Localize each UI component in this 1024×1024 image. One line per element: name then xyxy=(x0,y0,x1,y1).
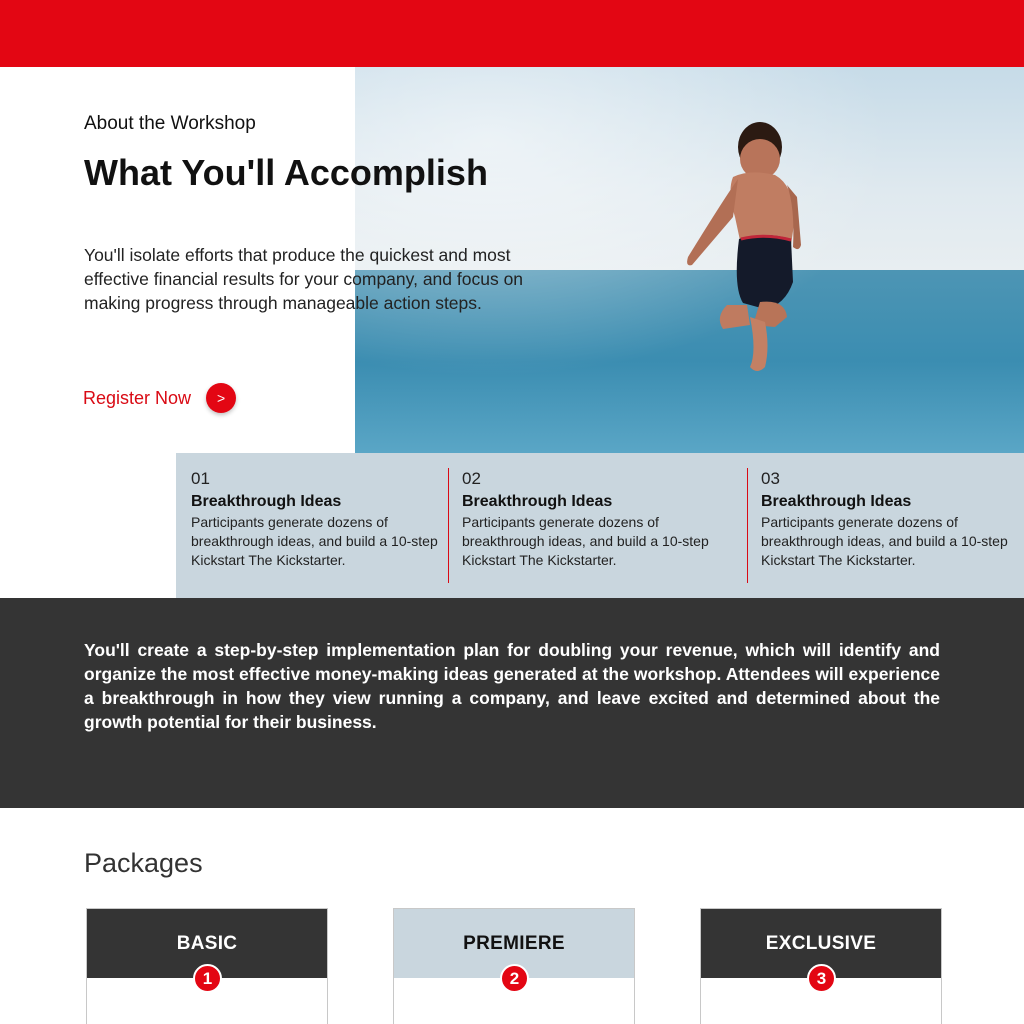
features-panel xyxy=(176,453,1024,598)
feature-title: Breakthrough Ideas xyxy=(462,493,613,510)
packages-heading: Packages xyxy=(84,848,203,878)
feature-number: 02 xyxy=(462,469,481,488)
package-card-basic[interactable] xyxy=(86,908,328,1024)
register-now-label[interactable]: Register Now xyxy=(83,387,192,408)
section-eyebrow: About the Workshop xyxy=(84,113,256,134)
feature-item xyxy=(448,468,738,583)
feature-description: Participants generate dozens of breakthrough ideas, and build a 10-step Kickstart The Kickstarter. xyxy=(191,514,438,568)
package-name: PREMIERE xyxy=(394,909,634,978)
package-number-badge: 3 xyxy=(807,964,836,993)
package-number-badge: 1 xyxy=(193,964,222,993)
arrow-right-icon[interactable]: > xyxy=(206,383,236,413)
package-card-exclusive[interactable] xyxy=(700,908,942,1024)
package-name: BASIC xyxy=(87,909,327,978)
feature-description: Participants generate dozens of breakthrough ideas, and build a 10-step Kickstart The Kickstarter. xyxy=(761,514,1008,568)
package-name: EXCLUSIVE xyxy=(701,909,941,978)
feature-title: Breakthrough Ideas xyxy=(761,493,912,510)
feature-item xyxy=(191,468,441,570)
feature-number: 01 xyxy=(191,469,210,488)
intro-paragraph: You'll isolate efforts that produce the quickest and most effective financial results for your company, and focus on making progress through manageable action steps. xyxy=(84,245,524,313)
page-title: What You'll Accomplish xyxy=(84,152,488,193)
summary-section xyxy=(0,598,1024,808)
top-banner xyxy=(0,0,1024,67)
package-card-premiere[interactable] xyxy=(393,908,635,1024)
feature-title: Breakthrough Ideas xyxy=(191,493,342,510)
register-now-link[interactable] xyxy=(83,382,236,414)
package-number-badge: 2 xyxy=(500,964,529,993)
feature-item xyxy=(747,468,1017,583)
feature-number: 03 xyxy=(761,469,780,488)
summary-paragraph: You'll create a step-by-step implementation plan for doubling your revenue, which will identify and organize the most effective money-making ideas generated at the workshop. Attendees will experience a breakthrough in how they view running a company, and leave excited and determined about the growth potential for their business. xyxy=(84,640,940,732)
feature-description: Participants generate dozens of breakthrough ideas, and build a 10-step Kickstart The Kickstarter. xyxy=(462,514,709,568)
